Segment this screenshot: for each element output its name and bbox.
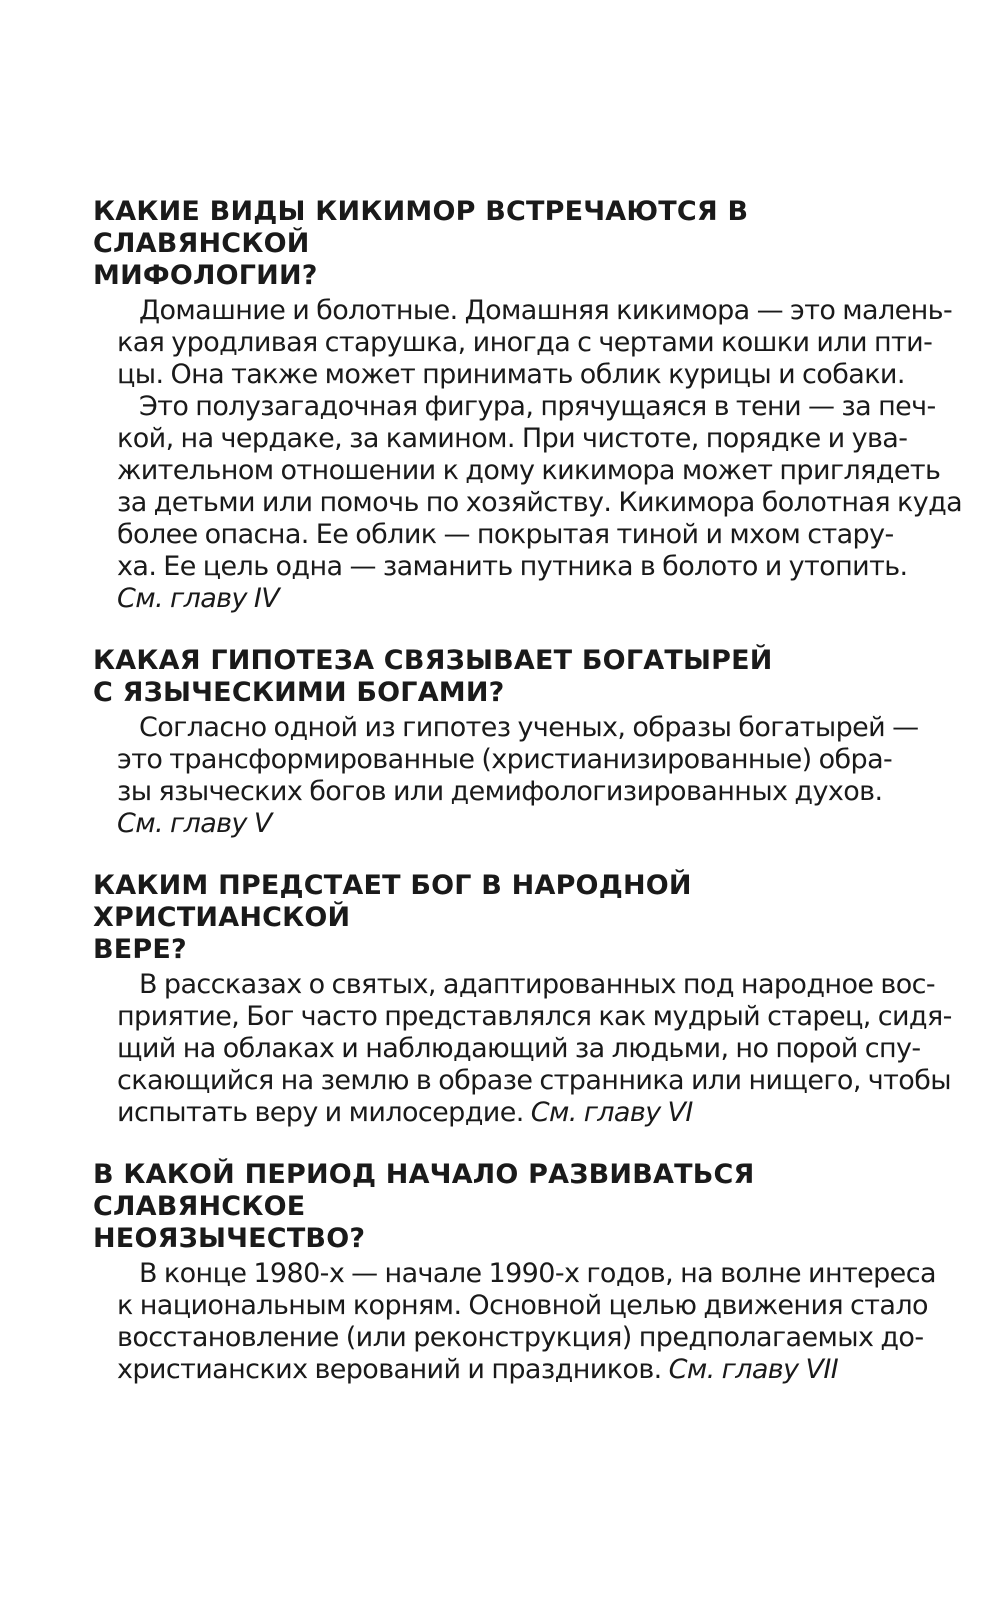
text-line: Согласно одной из гипотез ученых, образы богатырей — (139, 712, 919, 743)
text-line: восстановление (или реконструкция) предполагаемых до- (117, 1322, 924, 1353)
chapter-reference: См. главу VI (530, 1097, 693, 1128)
answer-paragraph (93, 712, 919, 840)
qa-section-neopaganism (93, 1159, 936, 1386)
question-heading (93, 645, 833, 709)
question-line: ВЕРЕ? (93, 934, 187, 965)
question-line: МИФОЛОГИИ? (93, 260, 318, 291)
text-line: Домашние и болотные. Домашняя кикимора — это малень- (139, 295, 953, 326)
text-line: цы. Она также может принимать облик курицы и собаки. (117, 359, 905, 390)
question-line: КАКАЯ ГИПОТЕЗА СВЯЗЫВАЕТ БОГАТЫРЕЙ (93, 645, 773, 676)
question-line: С ЯЗЫЧЕСКИМИ БОГАМИ? (93, 677, 505, 708)
text-line: В рассказах о святых, адаптированных под народное вос- (139, 969, 936, 1000)
answer-paragraph (93, 969, 952, 1129)
text-line: В конце 1980-х — начале 1990-х годов, на волне интереса (139, 1258, 936, 1289)
chapter-reference: См. главу V (117, 808, 272, 839)
question-line: В КАКОЙ ПЕРИОД НАЧАЛО РАЗВИВАТЬСЯ СЛАВЯНСКОЕ (93, 1159, 755, 1222)
qa-section-kikimora (93, 196, 963, 615)
qa-section-bogatyri (93, 645, 919, 840)
text-line: испытать веру и милосердие. (117, 1097, 524, 1128)
question-line: НЕОЯЗЫЧЕСТВО? (93, 1223, 366, 1254)
text-line: за детьми или помочь по хозяйству. Кикимора болотная куда (117, 487, 963, 518)
qa-section-god (93, 870, 952, 1129)
text-line: зы языческих богов или демифологизированных духов. (117, 776, 883, 807)
question-line: КАКИЕ ВИДЫ КИКИМОР ВСТРЕЧАЮТСЯ В СЛАВЯНСКОЙ (93, 196, 749, 259)
text-line: Это полузагадочная фигура, прячущаяся в тени — за печ- (139, 391, 936, 422)
text-line: приятие, Бог часто представлялся как мудрый старец, сидя- (117, 1001, 952, 1032)
text-line: более опасна. Ее облик — покрытая тиной и мхом стару- (117, 519, 894, 550)
text-line: кой, на чердаке, за камином. При чистоте, порядке и ува- (117, 423, 908, 454)
question-heading (93, 1159, 833, 1255)
text-line: скающийся на землю в образе странника или нищего, чтобы (117, 1065, 951, 1096)
answer-paragraph (93, 1258, 936, 1386)
chapter-reference: См. главу VII (668, 1354, 839, 1385)
chapter-reference: См. главу IV (117, 583, 280, 614)
question-line: КАКИМ ПРЕДСТАЕТ БОГ В НАРОДНОЙ ХРИСТИАНСКОЙ (93, 870, 692, 933)
answer-paragraph (93, 295, 953, 391)
text-line: к национальным корням. Основной целью движения стало (117, 1290, 928, 1321)
text-line: жительном отношении к дому кикимора может приглядеть (117, 455, 941, 486)
text-line: ха. Ее цель одна — заманить путника в болото и утопить. (117, 551, 908, 582)
text-line: это трансформированные (христианизированные) обра- (117, 744, 893, 775)
question-heading (93, 870, 833, 966)
text-line: щий на облаках и наблюдающий за людьми, но порой спу- (117, 1033, 921, 1064)
text-line: христианских верований и праздников. (117, 1354, 662, 1385)
question-heading (93, 196, 833, 292)
page-body (93, 196, 963, 1416)
answer-paragraph (93, 391, 963, 615)
text-line: кая уродливая старушка, иногда с чертами кошки или пти- (117, 327, 933, 358)
